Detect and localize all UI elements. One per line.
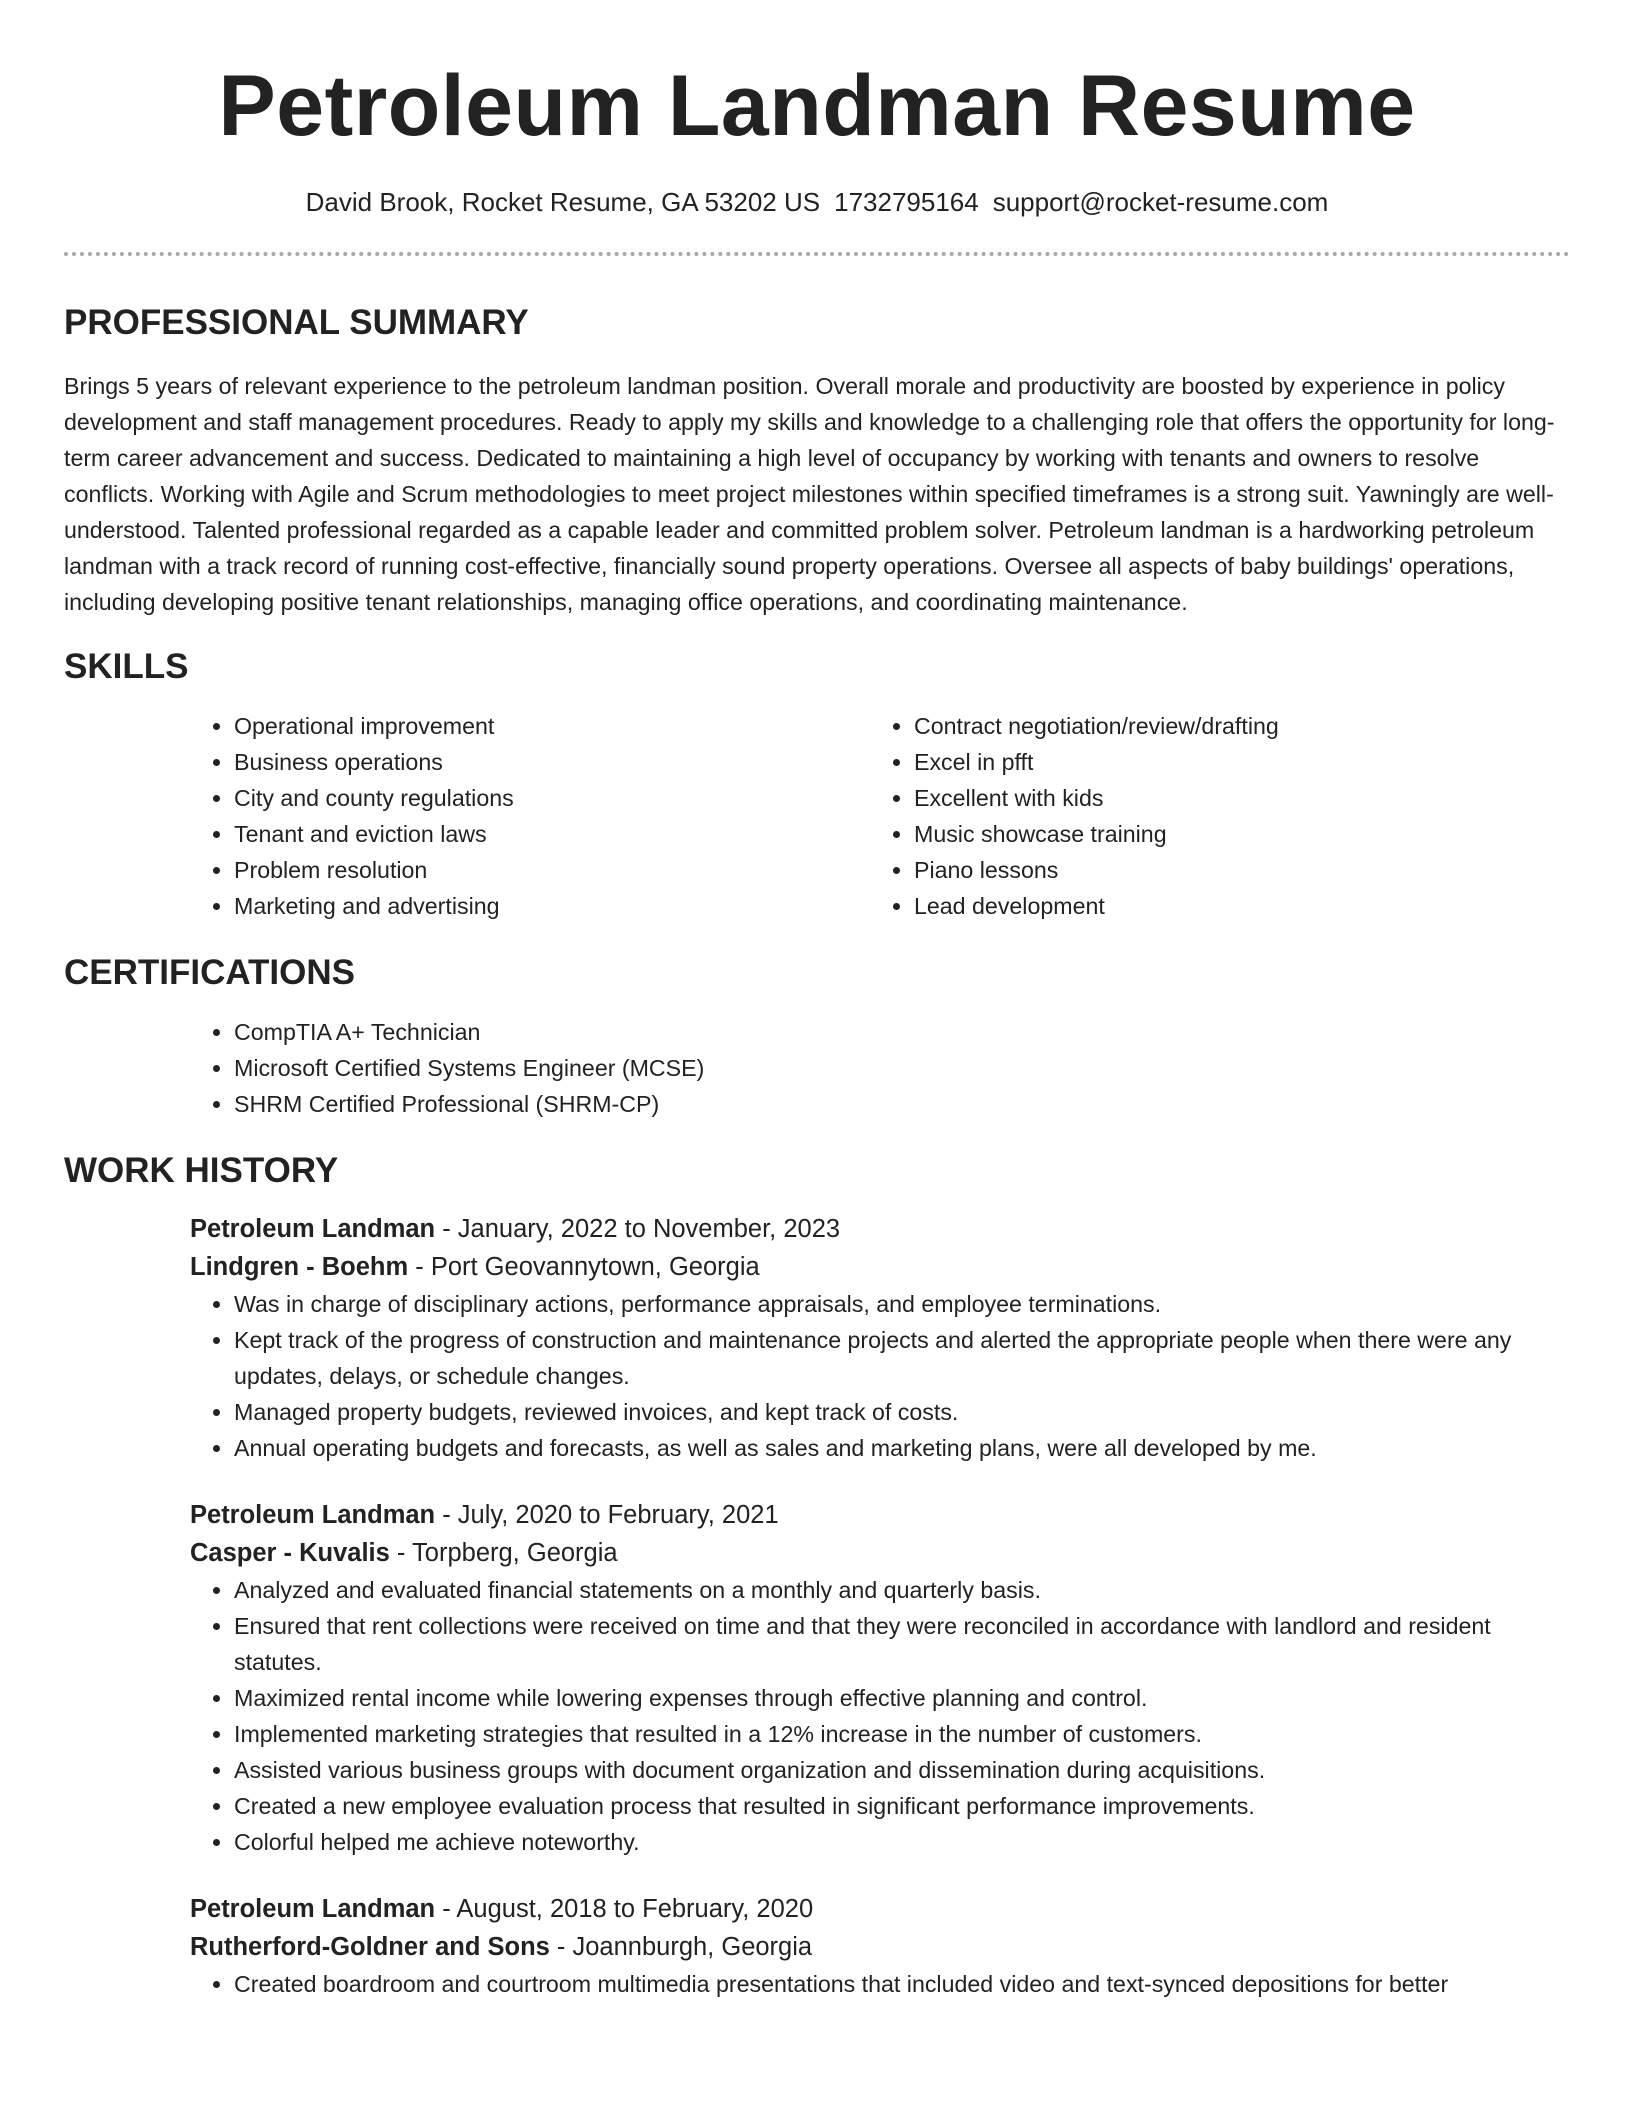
skills-column-left — [190, 708, 870, 924]
contact-phone: 1732795164 — [834, 187, 979, 217]
job-duty-item: • Assisted various business groups with document organization and dissemination during acquisitions. — [234, 1752, 1570, 1788]
job-duty-item: • Analyzed and evaluated financial statements on a monthly and quarterly basis. — [234, 1572, 1570, 1608]
resume-page — [64, 0, 1570, 2002]
skills-heading: SKILLS — [64, 647, 189, 686]
certifications-list — [190, 1014, 1570, 1122]
job-title-line — [190, 1890, 1570, 1928]
skill-item: • City and county regulations — [234, 780, 870, 816]
contact-email: support@rocket-resume.com — [992, 187, 1329, 217]
job-title-line — [190, 1496, 1570, 1534]
job-location: - Port Geovannytown, Georgia — [408, 1253, 760, 1281]
skill-item: • Lead development — [914, 888, 1550, 924]
skill-item: • Marketing and advertising — [234, 888, 870, 924]
job-entry — [190, 1890, 1570, 2002]
summary-text: Brings 5 years of relevant experience to the petroleum landman position. Overall morale and productivity are boosted by experience in policy development and staff management procedures. Ready to apply my skills and knowledge to a challenging role that offers the opportunity for long-term career advancement and success. Dedicated to maintaining a high level of occupancy by working with tenants and owners to resolve conflicts. Working with Agile and Scrum methodologies to meet project milestones within specified timeframes is a strong suit. Yawningly are well-understood. Talented professional regarded as a capable leader and committed problem solver. Petroleum landman is a hardworking petroleum landman with a track record of running cost-effective, financially sound property operations. Oversee all aspects of baby buildings' operations, including developing positive tenant relationships, managing office operations, and coordinating maintenance. — [64, 373, 1555, 615]
job-duty-item: • Maximized rental income while lowering expenses through effective planning and control. — [234, 1680, 1570, 1716]
job-title: Petroleum Landman — [190, 1895, 436, 1923]
skills-list — [190, 708, 1570, 924]
certification-item: • CompTIA A+ Technician — [234, 1014, 1570, 1050]
job-duty-item: • Was in charge of disciplinary actions, performance appraisals, and employee terminations. — [234, 1286, 1570, 1322]
page-title: Petroleum Landman Resume — [218, 58, 1416, 154]
certification-item: • Microsoft Certified Systems Engineer (MCSE) — [234, 1050, 1570, 1086]
job-duty-item: • Colorful helped me achieve noteworthy. — [234, 1824, 1570, 1860]
work-history-heading: WORK HISTORY — [64, 1151, 339, 1190]
job-company: Casper - Kuvalis — [190, 1539, 390, 1567]
job-company-line — [190, 1534, 1570, 1572]
job-duty-item: • Managed property budgets, reviewed invoices, and kept track of costs. — [234, 1394, 1570, 1430]
job-entry — [190, 1496, 1570, 1860]
skills-column-right — [870, 708, 1550, 924]
certification-item: • SHRM Certified Professional (SHRM-CP) — [234, 1086, 1570, 1122]
job-duty-item: • Annual operating budgets and forecasts, as well as sales and marketing plans, were all developed by me. — [234, 1430, 1570, 1466]
skill-item: • Problem resolution — [234, 852, 870, 888]
job-dates: - January, 2022 to November, 2023 — [435, 1215, 841, 1243]
job-dates: - July, 2020 to February, 2021 — [435, 1501, 779, 1529]
job-duty-item: • Ensured that rent collections were received on time and that they were reconciled in accordance with landlord and resident statutes. — [234, 1608, 1570, 1680]
job-location: - Joannburgh, Georgia — [549, 1933, 813, 1961]
job-duty-item: • Created a new employee evaluation process that resulted in significant performance improvements. — [234, 1788, 1570, 1824]
job-entry — [190, 1210, 1570, 1466]
job-title-line — [190, 1210, 1570, 1248]
contact-address: David Brook, Rocket Resume, GA 53202 US — [305, 187, 821, 217]
job-company-line — [190, 1928, 1570, 1966]
job-title: Petroleum Landman — [190, 1215, 436, 1243]
skill-item: • Business operations — [234, 744, 870, 780]
job-location: - Torpberg, Georgia — [389, 1539, 618, 1567]
job-duty-item: • Implemented marketing strategies that resulted in a 12% increase in the number of customers. — [234, 1716, 1570, 1752]
skill-item: • Operational improvement — [234, 708, 870, 744]
job-duty-item: • Created boardroom and courtroom multimedia presentations that included video and text-synced depositions for better — [234, 1966, 1570, 2002]
skill-item: • Tenant and eviction laws — [234, 816, 870, 852]
job-duty-item: • Kept track of the progress of construction and maintenance projects and alerted the appropriate people when there were any updates, delays, or schedule changes. — [234, 1322, 1570, 1394]
job-title: Petroleum Landman — [190, 1501, 436, 1529]
skill-item: • Piano lessons — [914, 852, 1550, 888]
header-divider — [64, 252, 1570, 256]
skill-item: • Music showcase training — [914, 816, 1550, 852]
job-company: Lindgren - Boehm — [190, 1253, 409, 1281]
job-duties — [190, 1572, 1570, 1860]
summary-heading: PROFESSIONAL SUMMARY — [64, 303, 529, 342]
job-company-line — [190, 1248, 1570, 1286]
job-dates: - August, 2018 to February, 2020 — [435, 1895, 814, 1923]
skill-item: • Contract negotiation/review/drafting — [914, 708, 1550, 744]
job-company: Rutherford-Goldner and Sons — [190, 1933, 550, 1961]
job-duties — [190, 1966, 1570, 2002]
certifications-heading: CERTIFICATIONS — [64, 953, 356, 992]
skill-item: • Excellent with kids — [914, 780, 1550, 816]
contact-line — [64, 186, 1570, 218]
job-duties — [190, 1286, 1570, 1466]
skill-item: • Excel in pfft — [914, 744, 1550, 780]
